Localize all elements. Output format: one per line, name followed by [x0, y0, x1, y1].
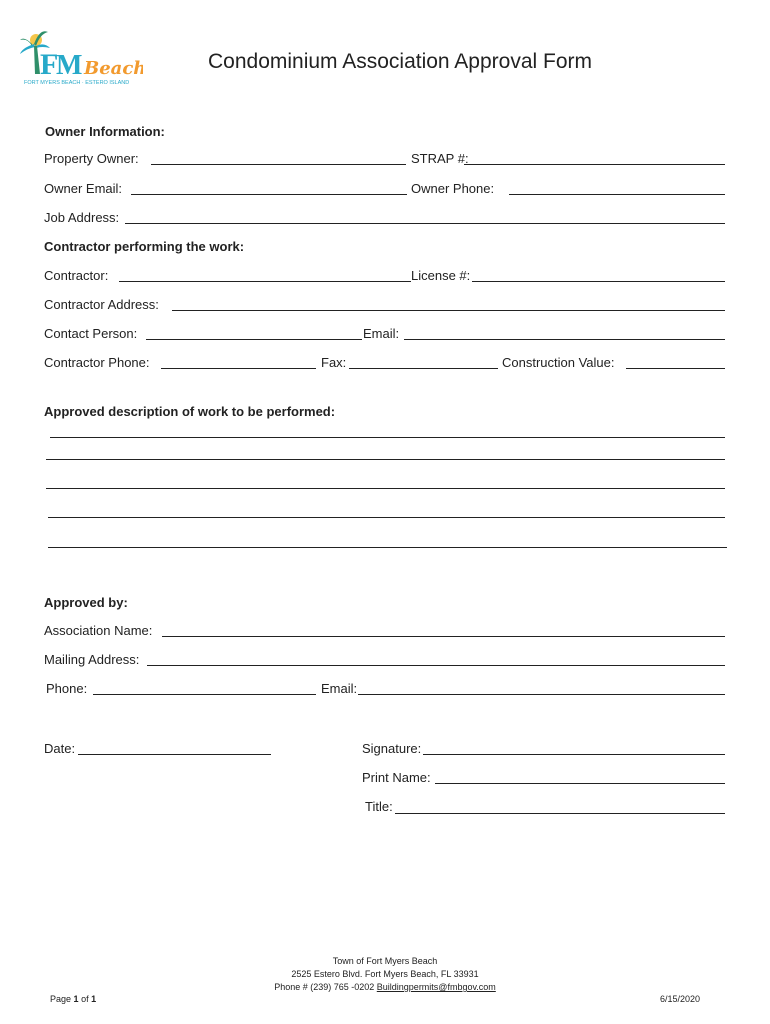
approver-email-field[interactable] [358, 694, 725, 695]
mailing-address-label: Mailing Address: [44, 652, 140, 667]
owner-email-field[interactable] [131, 194, 407, 195]
job-address-label: Job Address: [44, 210, 120, 225]
contractor-address-label: Contractor Address: [44, 297, 159, 312]
page-total: 1 [91, 994, 97, 1004]
mailing-address-field[interactable] [147, 665, 725, 666]
contractor-field[interactable] [119, 281, 411, 282]
owner-phone-label: Owner Phone: [411, 181, 495, 196]
svg-text:M: M [56, 50, 83, 81]
contractor-email-label: Email: [363, 326, 400, 341]
description-line-4[interactable] [48, 517, 725, 518]
contact-person-field[interactable] [146, 339, 362, 340]
footer-contact [0, 981, 770, 994]
page-word: Page [50, 994, 72, 1004]
page-current: 1 [73, 994, 79, 1004]
owner-phone-field[interactable] [509, 194, 725, 195]
title-field[interactable] [395, 813, 725, 814]
approver-phone-label: Phone: [46, 681, 88, 696]
construction-value-field[interactable] [626, 368, 725, 369]
print-name-field[interactable] [435, 783, 725, 784]
license-label: License #: [411, 268, 471, 283]
description-line-2[interactable] [46, 459, 725, 460]
footer-town: Town of Fort Myers Beach [332, 956, 438, 966]
approver-email-label: Email: [321, 681, 358, 696]
date-label: Date: [44, 741, 76, 756]
construction-value-label: Construction Value: [502, 355, 615, 370]
owner-email-label: Owner Email: [44, 181, 123, 196]
date-field[interactable] [78, 754, 271, 755]
of-word: of [81, 994, 89, 1004]
footer-phone: Phone # (239) 765 -0202 [274, 982, 375, 992]
license-field[interactable] [472, 281, 725, 282]
association-name-label: Association Name: [44, 623, 153, 638]
print-name-label: Print Name: [362, 770, 431, 785]
fax-label: Fax: [321, 355, 347, 370]
description-line-3[interactable] [46, 488, 725, 489]
svg-text:FORT MYERS BEACH · ESTERO ISLA: FORT MYERS BEACH · ESTERO ISLAND [24, 80, 130, 86]
association-name-field[interactable] [162, 636, 725, 637]
signature-label: Signature: [362, 741, 422, 756]
fax-field[interactable] [349, 368, 498, 369]
contractor-email-field[interactable] [404, 339, 725, 340]
page-title: Condominium Association Approval Form [207, 50, 592, 73]
svg-text:F: F [40, 48, 59, 81]
signature-field[interactable] [423, 754, 725, 755]
owner-info-heading: Owner Information: [45, 124, 165, 139]
approved-by-heading: Approved by: [44, 595, 128, 610]
description-line-5[interactable] [48, 547, 727, 548]
footer-date: 6/15/2020 [660, 994, 701, 1004]
svg-text:Beach: Beach [84, 58, 143, 79]
contractor-label: Contractor: [44, 268, 109, 283]
description-line-1[interactable] [50, 437, 725, 438]
strap-field[interactable] [464, 164, 725, 165]
contractor-phone-field[interactable] [161, 368, 316, 369]
contractor-address-field[interactable] [172, 310, 725, 311]
description-heading: Approved description of work to be performed: [44, 404, 336, 419]
job-address-field[interactable] [125, 223, 725, 224]
footer-email-link[interactable]: Buildingpermits@fmbgov.com [376, 982, 496, 992]
contractor-phone-label: Contractor Phone: [44, 355, 150, 370]
page-number [50, 994, 96, 1004]
footer-address: 2525 Estero Blvd. Fort Myers Beach, FL 33931 [291, 969, 479, 979]
contractor-heading: Contractor performing the work: [44, 239, 245, 254]
property-owner-label: Property Owner: [44, 151, 139, 166]
approver-phone-field[interactable] [93, 694, 316, 695]
property-owner-field[interactable] [151, 164, 406, 165]
contact-person-label: Contact Person: [44, 326, 138, 341]
title-label: Title: [365, 799, 393, 814]
strap-label: STRAP #: [411, 151, 469, 166]
